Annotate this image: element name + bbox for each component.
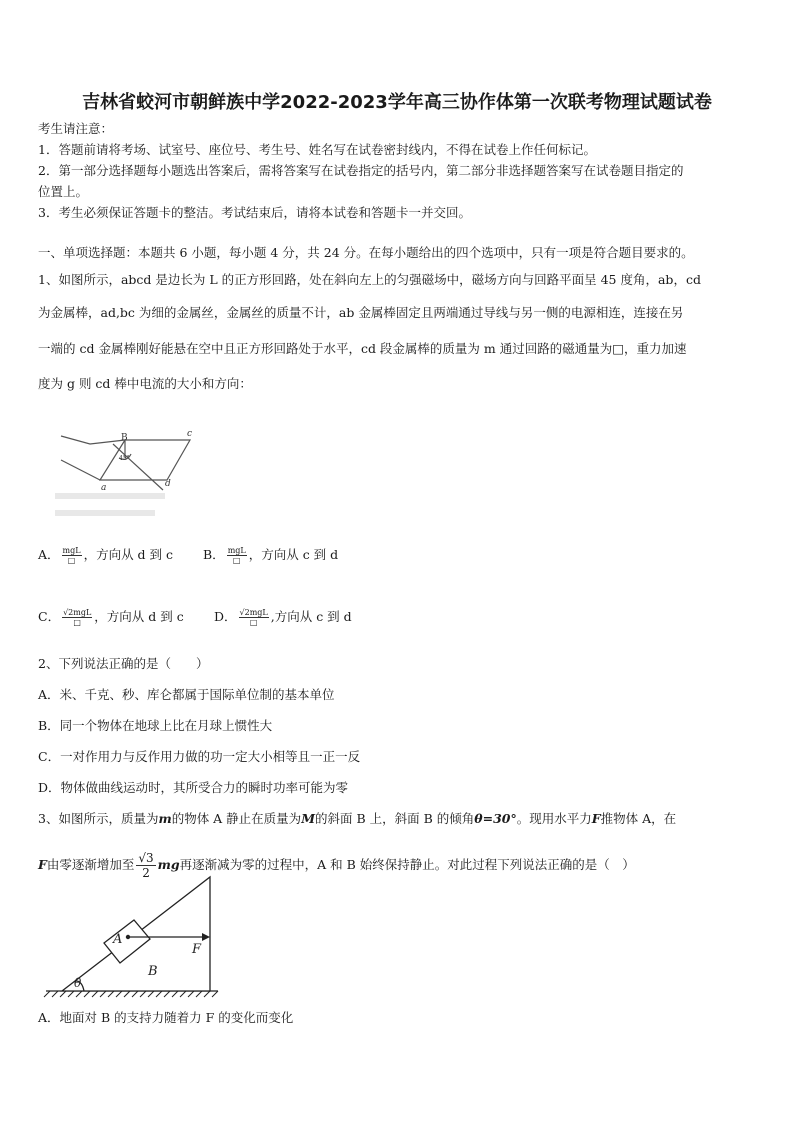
notice-item-3: 3．考生必须保证答题卡的整洁。考试结束后，请将本试卷和答题卡一并交回。	[38, 205, 471, 220]
q3-var-F: F	[591, 811, 601, 826]
q3-var-M: M	[301, 811, 316, 826]
q1-option-d	[214, 607, 352, 627]
q1-fig-label-B: B	[121, 433, 128, 443]
q1-option-b-letter: B．	[203, 547, 225, 562]
q3-fig-label-theta: θ	[74, 976, 82, 990]
q1-fig-label-angle: 45°	[119, 455, 130, 462]
q1-option-b-fraction: $\frac{\text{mgL}}{□}$	[227, 546, 246, 565]
q1-option-c-letter: C．	[38, 609, 61, 624]
q1-line-4: 度为 g 则 cd 棒中电流的大小和方向：	[38, 376, 252, 391]
q1-line-2: 为金属棒，ad,bc 为细的金属丝，金属丝的质量不计，ab 金属棒固定且两端通过导线与另一侧的电源相连，连接在另	[38, 305, 684, 320]
q2-stem: 2、下列说法正确的是（ ）	[38, 656, 209, 671]
q1-option-a-text: ，方向从 d 到 c	[83, 547, 173, 562]
page-title: 吉林省蛟河市朝鲜族中学2022-2023学年高三协作体第一次联考物理试题试卷	[82, 92, 712, 113]
q1-option-a-letter: A．	[38, 547, 60, 562]
q1-fig-label-d: d	[165, 479, 171, 489]
q1-option-a-fraction: $\frac{\text{mgL}}{□}$	[62, 546, 81, 565]
q2-option-d: D．物体做曲线运动时，其所受合力的瞬时功率可能为零	[38, 780, 349, 795]
q1-line-1: 1、如图所示，abcd 是边长为 L 的正方形回路，处在斜向左上的匀强磁场中，磁场方向与回路平面呈 45 度角，ab，cd	[38, 272, 701, 287]
q3-fig-label-A: A	[113, 932, 123, 947]
q1-option-c-text: ，方向从 d 到 c	[94, 609, 184, 624]
q1-option-d-text: ,方向从 c 到 d	[270, 609, 352, 624]
q3-option-a: A．地面对 B 的支持力随着力 F 的变化而变化	[38, 1010, 294, 1025]
q1-option-b	[203, 545, 338, 565]
q1-option-a	[38, 545, 173, 565]
q3-line-1: 3、如图所示，质量为m的物体 A 静止在质量为M的斜面 B 上，斜面 B 的倾角θ=30°。现用水平力F推物体 A，在	[38, 811, 677, 826]
q1-option-c-fraction: $\frac{\text{√2mgL}}{□}$	[63, 608, 92, 627]
notice-item-1: 1．答题前请将考场、试室号、座位号、考生号、姓名写在试卷密封线内，不得在试卷上作任何标记。	[38, 142, 596, 157]
q1-option-d-fraction: $\frac{\text{√2mgL}}{□}$	[239, 608, 268, 627]
q1-fig-label-c: c	[187, 429, 193, 439]
q3-incline-figure	[42, 873, 222, 998]
q3-var-m: m	[158, 811, 172, 826]
q1-circuit-figure	[55, 418, 215, 528]
q1-line-3: 一端的 cd 金属棒刚好能悬在空中且正方形回路处于水平，cd 段金属棒的质量为 m 通过回路的磁通量为□，重力加速	[38, 341, 687, 356]
q2-option-a: A．米、千克、秒、库仑都属于国际单位制的基本单位	[38, 687, 335, 702]
notice-item-2: 2．第一部分选择题每小题选出答案后，需将答案写在试卷指定的括号内，第二部分非选择题答案写在试卷题目指定的	[38, 163, 684, 178]
q1-option-b-text: ，方向从 c 到 d	[248, 547, 339, 562]
q1-option-d-letter: D．	[214, 609, 237, 624]
q2-option-c: C．一对作用力与反作用力做的功一定大小相等且一正一反	[38, 749, 361, 764]
q3-fraction: $\frac{√3}{2}$	[138, 851, 154, 880]
q3-fig-label-F: F	[192, 942, 202, 957]
section-heading: 一、单项选择题：本题共 6 小题，每小题 4 分，共 24 分。在每小题给出的四个选项中，只有一项是符合题目要求的。	[38, 245, 694, 260]
q3-theta: θ=30°	[474, 811, 517, 826]
q2-option-b: B．同一个物体在地球上比在月球上惯性大	[38, 718, 273, 733]
q3-fig-label-B: B	[148, 964, 158, 979]
notice-item-2-cont: 位置上。	[38, 184, 89, 199]
q1-option-c	[38, 607, 184, 627]
notice-header: 考生请注意：	[38, 121, 114, 136]
q1-fig-label-a: a	[101, 483, 107, 493]
q1-fig-faded-scan	[55, 493, 165, 516]
q3-var-mg: mg	[157, 857, 180, 872]
q3-line-2: F由零逐渐增加至 $\frac{√3}{2}$ mg再逐渐减为零的过程中，A 和 B 始终保持静止。对此过程下列说法正确的是（ ）	[38, 851, 635, 880]
